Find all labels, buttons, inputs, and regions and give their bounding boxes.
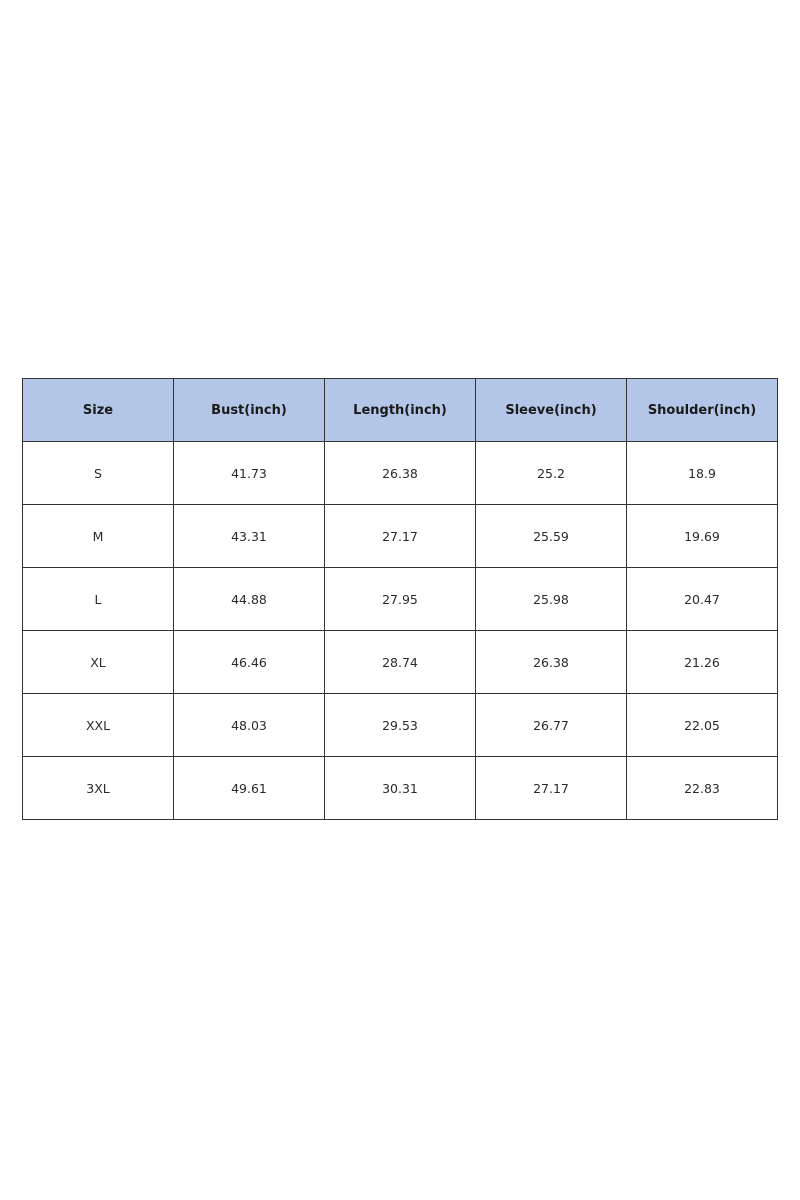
measurement-cell: 21.26: [627, 631, 778, 694]
measurement-cell: 48.03: [174, 694, 325, 757]
measurement-cell: 26.77: [476, 694, 627, 757]
measurement-cell: 25.59: [476, 505, 627, 568]
measurement-cell: 25.98: [476, 568, 627, 631]
measurement-cell: 29.53: [325, 694, 476, 757]
measurement-cell: 27.17: [325, 505, 476, 568]
measurement-cell: 26.38: [325, 442, 476, 505]
column-header-shoulder: Shoulder(inch): [627, 379, 778, 442]
measurement-cell: 28.74: [325, 631, 476, 694]
column-header-bust: Bust(inch): [174, 379, 325, 442]
table-body: [23, 442, 778, 820]
table-row: [23, 631, 778, 694]
size-label-cell: M: [23, 505, 174, 568]
measurement-cell: 44.88: [174, 568, 325, 631]
measurement-cell: 18.9: [627, 442, 778, 505]
table-row: [23, 568, 778, 631]
measurement-cell: 43.31: [174, 505, 325, 568]
measurement-cell: 49.61: [174, 757, 325, 820]
measurement-cell: 27.17: [476, 757, 627, 820]
measurement-cell: 20.47: [627, 568, 778, 631]
size-label-cell: L: [23, 568, 174, 631]
size-label-cell: S: [23, 442, 174, 505]
table-row: [23, 442, 778, 505]
measurement-cell: 19.69: [627, 505, 778, 568]
measurement-cell: 41.73: [174, 442, 325, 505]
size-label-cell: XL: [23, 631, 174, 694]
measurement-cell: 26.38: [476, 631, 627, 694]
table-row: [23, 505, 778, 568]
size-chart-table: [22, 378, 778, 820]
header-row: [23, 379, 778, 442]
table-row: [23, 694, 778, 757]
measurement-cell: 22.05: [627, 694, 778, 757]
size-label-cell: XXL: [23, 694, 174, 757]
size-label-cell: 3XL: [23, 757, 174, 820]
measurement-cell: 30.31: [325, 757, 476, 820]
table-row: [23, 757, 778, 820]
column-header-size: Size: [23, 379, 174, 442]
measurement-cell: 25.2: [476, 442, 627, 505]
measurement-cell: 27.95: [325, 568, 476, 631]
measurement-cell: 22.83: [627, 757, 778, 820]
column-header-sleeve: Sleeve(inch): [476, 379, 627, 442]
table-header: [23, 379, 778, 442]
measurement-cell: 46.46: [174, 631, 325, 694]
column-header-length: Length(inch): [325, 379, 476, 442]
